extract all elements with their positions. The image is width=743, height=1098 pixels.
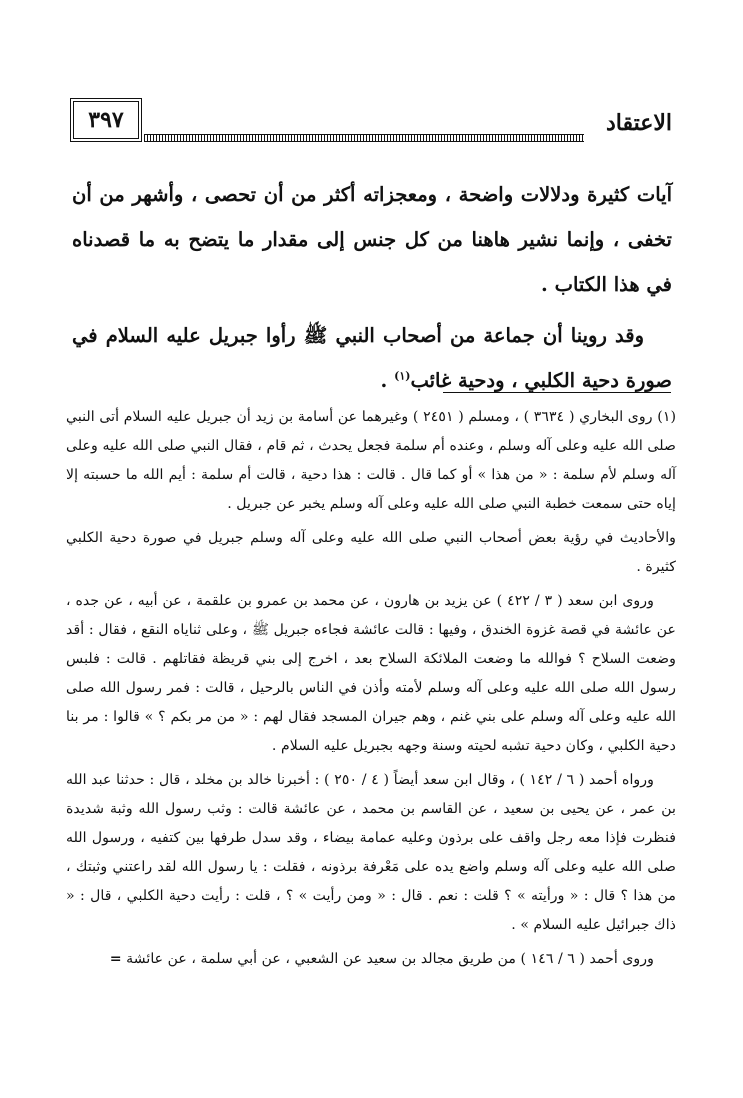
header-rule [144,134,584,142]
footnotes [66,403,676,979]
footnote-paragraph: ورواه أحمد ( ٦ / ١٤٢ ) ، وقال ابن سعد أيضاً ( ٤ / ٢٥٠ ) : أخبرنا خالد بن مخلد ، قال : حدثنا عبد الله بن عمر ، عن يحيى بن سعيد ، عن القاسم بن محمد ، عن عائشة قالت : وثب رسول الله وثبة شديدة فنظرت فإذا معه رجل واقف على برذون وعليه عمامة بيضاء ، وقد سدل طرفها بين كتفيه ، ورسول الله صلى الله عليه وعلى آله وسلم واضع يده على مَعْرفة برذونه ، فقلت : يا رسول الله لقد راعتني وثبتك ، من هذا ؟ قال : « ورأيته » ؟ قلت : نعم . قال : « ومن رأيت » ؟ ، قلت : رأيت دحية الكلبي ، قال : « ذاك جبرائيل عليه السلام » . [66,772,676,933]
footnote-paragraph: والأحاديث في رؤية بعض أصحاب النبي صلى الله عليه وعلى آله وسلم جبريل في صورة دحية الكلبي كثيرة . [66,530,676,575]
paragraph-text: وقد روينا أن جماعة من أصحاب النبي ﷺ رأوا جبريل عليه السلام في صورة دحية الكلبي ، ودحية غائب [72,324,672,392]
continuation-mark: = [109,951,122,967]
page-number: ٣٩٧ [70,98,142,142]
footnote-paragraph: وروى ابن سعد ( ٣ / ٤٢٢ ) عن يزيد بن هارون ، عن محمد بن عمرو بن علقمة ، عن أبيه ، عن جده ، عن عائشة في قصة غزوة الخندق ، وفيها : قالت عائشة فجاءه جبريل ﷺ ، وعلى ثناياه النقع ، فقال : أقد وضعت السلاح ؟ فوالله ما وضعت الملائكة السلاح بعد ، اخرج إلى بني قريظة فقاتلهم . قالت : فلبس رسول الله صلى الله عليه وعلى آله وسلم لأمته وأذن في الناس بالرحيل ، قالت : فمر رسول الله صلى الله عليه وعلى آله وسلم على بني غنم ، وهم جيران المسجد فقال لهم : « من مر بكم ؟ » قالوا : مر بنا دحية الكلبي ، وكان دحية تشبه لحيته وسنة وجهه بجبريل عليه السلام . [66,593,676,754]
main-text [72,172,672,409]
paragraph-end: . [380,369,395,392]
footnote-marker: (١) [394,369,411,383]
footnote-paragraph [66,945,676,974]
footnote-text: وروى أحمد ( ٦ / ١٤٦ ) من طريق مجالد بن سعيد عن الشعبي ، عن أبي سلمة ، عن عائشة [126,951,654,967]
running-title: الاعتقاد [605,110,672,136]
footnote-separator [443,392,671,393]
paragraph: آيات كثيرة ودلالات واضحة ، ومعجزاته أكثر من أن تحصى ، وأشهر من أن تخفى ، وإنما نشير هاهنا من كل جنس إلى مقدار ما يتضح به ما قصدناه في هذا الكتاب . [72,183,672,296]
footnote: (١) روى البخاري ( ٣٦٣٤ ) ، ومسلم ( ٢٤٥١ ) وغيرهما عن أسامة بن زيد أن جبريل عليه السلام أتى النبي صلى الله عليه وعلى آله وسلم ، وعنده أم سلمة فجعل يحدث ، ثم قام ، فقال النبي صلى الله عليه وعلى آله وسلم لأم سلمة : « من هذا » أو كما قال . قالت : هذا دحية ، قالت أم سلمة : أيم الله ما حسبته إلا إياه حتى سمعت خطبة النبي صلى الله عليه وعلى آله وسلم يخبر عن جبريل . [66,409,676,512]
page-header [70,98,672,148]
paragraph [72,313,672,403]
